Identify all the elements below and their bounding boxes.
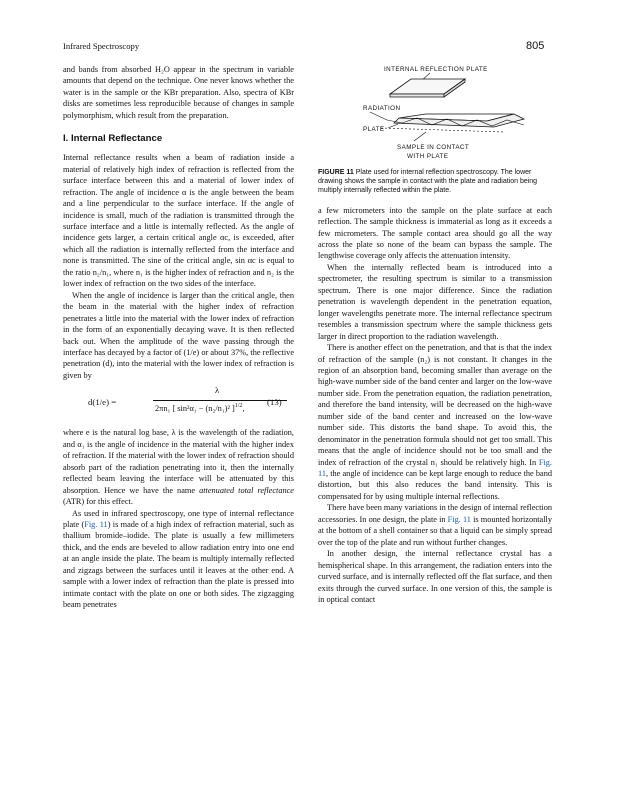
paragraph-internal-reflectance-2: When the angle of incidence is larger than the critical angle, then the beam in the material with the higher index of refraction penetrates a little into the material with the lower index of refraction in the form of an exponentially decaying wave. It is then reflected back out. When the amplitude of the wave passing through the interface has decayed by a factor of (1/e) or about 37%, the reflective penetration (d), into the material with the lower index of refraction is given by [63, 290, 294, 380]
text-run: ) is made of a high index of refraction material, such as thallium bromide–iodide. The plate is usually a few millimeters thick, and the ends are beveled to allow radiation entry into one end at an angle inside the plate. The beam is multiply internally reflected and zigzags between the surfaces until it leaves at the other end. A sample with a lower index of refraction than the plate is pressed into intimate contact with the plate on one or both sides. The zigzagging beam penetrates [63, 519, 294, 610]
plate-arrow [388, 124, 398, 128]
text-run: where e is the natural log base, λ is the wavelength of the radiation, and α₁ is the angle of incidence in the material with the higher index of refraction. If the material with the lower index of refraction should absorb part of the radiation penetrating into it, then the internally reflected beam leaving the interface will be attenuated by this absorption. Hence we have the name [63, 428, 294, 495]
paragraph-right-4 [318, 502, 552, 548]
figure-11 [318, 64, 552, 164]
figure-link[interactable]: Fig. 11 [84, 519, 108, 529]
paragraph-right-2: When the internally reflected beam is introduced into a spectrometer, the resulting spectrum is similar to a transmission spectrum. There is one major difference. Since the radiation penetration is wavelength dependent in the penetration equation, longer wavelengths penetrate more. The internal reflectance spectrum resembles a transmission spectrum where the sample thickness gets larger in direct proportion to the radiation wavelength. [318, 262, 552, 341]
equation-number: (13) [267, 397, 282, 408]
figure-link[interactable]: Fig. 11 [447, 514, 471, 524]
equation-13 [63, 384, 294, 424]
paragraph-internal-reflectance-4 [63, 508, 294, 611]
figure-label: FIGURE 11 [318, 169, 354, 176]
text-run: There have been many variations in the design of internal reflection accessories. In one design, the plate in [318, 503, 552, 524]
text-run: There is another effect on the penetration, and that is that the index of refraction of the sample (n₂) is not constant. It changes in the region of an absorption band, becoming smaller than average on the high-wave number side of the band center and larger on the low-wave number side. From the penetration equation, the radiation penetration, and therefore the band intensity, will be decreased on the high-wave number side of the band center and increased on the low-wave number side. This distorts the band shape. To avoid this, the denominator in the penetration formula should not get too small. This means that the angle of incidence should not be too small and the index of refraction of the crystal n₁ should be relatively high. In [318, 343, 552, 467]
label-internal-reflection-plate: INTERNAL REFLECTION PLATE [384, 66, 488, 73]
figure-11-drawing [318, 64, 552, 164]
plate-top-face [390, 79, 465, 94]
label-radiation: RADIATION [363, 105, 401, 112]
equation-denominator-exponent: 1/2 [234, 403, 243, 410]
sample-leader-line [414, 132, 426, 141]
paragraph-right-3 [318, 342, 552, 502]
text-run: As used in infrared spectroscopy, one type of internal reflectance plate ( [63, 508, 294, 529]
text-run: , the angle of incidence can be kept large enough to reduce the band distortion, but this also reduces the band intensity. This is compensated for by using multiple internal reflections. [318, 469, 552, 501]
paragraph-internal-reflectance-1: Internal reflectance results when a beam of radiation inside a material of relatively high index of refraction is reflected from the surface interface between this and a material of lower index of refraction. The angle of incidence α is the angle between the beam and a line perpendicular to the surface interface. If the angle of incidence is small, much of the radiation is transmitted through the surface interface and a little is internally reflected. As the angle of incidence gets larger, a certain critical angle αc, is exceeded, after which all the radiation is internally reflected from the interface and none is transmitted. The sine of the critical angle, sin αc is equal to the ratio n₂/n₁, where n₁ is the higher index of refraction and n₂ is the lower index of refraction on the two sides of the interface. [63, 153, 294, 289]
equation-lhs: d(1/e) = [88, 397, 117, 408]
right-column [318, 64, 552, 605]
equation-denominator-body: 2πn₁ [ sin²α₁ − (n₂/n₁)² ] [155, 404, 235, 414]
paragraph-right-1: a few micrometers into the sample on the plate surface at each reflection. The sample thickness is immaterial as long as it exceeds a few micrometers. The sample contact area should go all the way across the plate so none of the beam can bypass the sample. The lengthwise coverage only affects the attenuation intensity. [318, 205, 552, 261]
italic-term: attenuated total reflectance [199, 485, 294, 495]
figure-caption [318, 168, 552, 196]
paragraph-right-5: In another design, the internal reflectance crystal has a hemispherical shape. In this arrangement, the radiation enters into the curved surface, and is internally reflected off the flat surface, and then exits through the curved surface. In one version of this, the sample is in optical contact [318, 549, 552, 605]
equation-denominator [155, 403, 245, 413]
equation-comma: , [242, 404, 245, 414]
paragraph-intro: and bands from absorbed H₂O appear in the spectrum in variable amounts that depend on the technique. One never knows whether the water is in the sample or the KBr preparation. Also, spectra of KBr disks are sometimes less reproducible because of changes in sample polymorphism, which result from the preparation. [63, 65, 294, 120]
running-title: Infrared Spectroscopy [63, 41, 140, 51]
label-plate: PLATE [363, 126, 385, 133]
figure-link[interactable]: Fig. 11 [318, 457, 552, 479]
text-run: (ATR) for this effect. [63, 497, 133, 507]
section-heading: I. Internal Reflectance [63, 133, 163, 145]
left-column [63, 64, 294, 611]
caption-text: Plate used for internal reflection spectroscopy. The lower drawing shows the sample in contact with the plate and radiation being multiply internally reflected within the plate. [318, 169, 538, 195]
sample-underside-line [381, 128, 504, 132]
equation-numerator: λ [215, 385, 220, 396]
label-sample-contact: SAMPLE IN CONTACT [397, 144, 470, 151]
radiation-arrow [370, 112, 387, 120]
label-with-plate: WITH PLATE [407, 153, 449, 160]
page-number: 805 [526, 40, 545, 52]
plate-front-edge [390, 94, 444, 97]
text-run: is mounted horizontally at the bottom of a shell container so that a liquid can be simply spread over the top of the plate and run without further changes. [318, 514, 552, 547]
paragraph-internal-reflectance-3 [63, 427, 294, 507]
